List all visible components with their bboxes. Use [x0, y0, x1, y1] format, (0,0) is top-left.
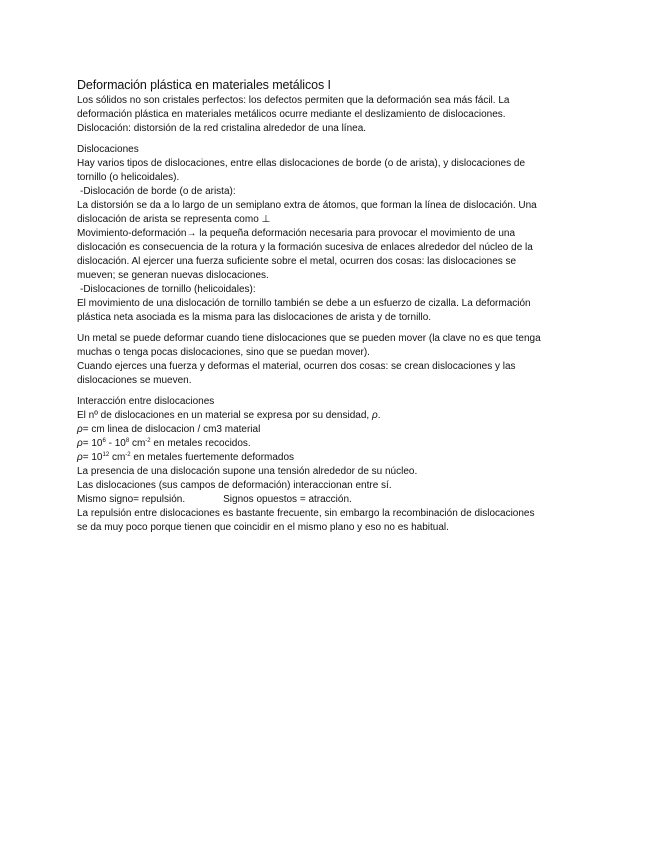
formula-part: = 10 [82, 438, 103, 449]
deformados-line [77, 451, 587, 465]
text-line: La presencia de una dislocación supone una tensión alrededor de su núcleo. [77, 466, 418, 477]
exponent: 6 [102, 438, 106, 444]
text-line: Hay varios tipos de dislocaciones, entre ellas dislocaciones de borde (o de arista), y dislocaciones de [77, 158, 526, 169]
text-line: Cuando ejerces una fuerza y deformas el material, ocurren dos cosas: se crean dislocaciones y las [77, 361, 516, 372]
rho-symbol: ρ [371, 410, 378, 421]
formula-part: cm [129, 438, 146, 449]
same-sign-text: Mismo signo= repulsión. [77, 494, 186, 505]
section-heading: Interacción entre dislocaciones [77, 396, 215, 407]
intro-paragraph [77, 94, 587, 136]
text-line: La repulsión entre dislocaciones es bastante frecuente, sin embargo la recombinación de dislocaciones [77, 508, 535, 519]
text-line: mueven; se generan nuevas dislocaciones. [77, 270, 269, 281]
text-line: Las dislocaciones (sus campos de deformación) interaccionan entre sí. [77, 480, 392, 491]
text-line: La distorsión se da a lo largo de un semiplano extra de átomos, que forman la línea de dislocación. Una [77, 200, 537, 211]
text-line: Un metal se puede deformar cuando tiene dislocaciones que se pueden mover (la clave no es que tenga [77, 333, 541, 344]
rho-symbol: ρ [77, 452, 83, 463]
section-heading: Dislocaciones [77, 144, 139, 155]
rho-symbol: ρ [77, 438, 83, 449]
subheading-tornillo: -Dislocaciones de tornillo (helicoidales): [80, 284, 256, 295]
document-title: Deformación plástica en materiales metálicos I [77, 78, 331, 92]
density-text: El nº de dislocaciones en un material se expresa por su densidad, [77, 410, 370, 421]
rho-definition: = cm linea de dislocacion / cm3 material [82, 424, 261, 435]
text-line: se da muy poco porque tienen que coincidir en el mismo plano y eso no es habitual. [77, 522, 449, 533]
density-line: El nº de dislocaciones en un material se expresa por su densidad, ρ. [77, 410, 381, 421]
text-line: dislocación es consecuencia de la rotura y la formación sucesiva de enlaces alrededor del núcleo de la [77, 242, 533, 253]
sign-line [77, 493, 587, 507]
dislocaciones-section [77, 143, 587, 325]
text-line: dislocación. Al ejercer una fuerza suficiente sobre el metal, ocurren dos cosas: las dislocaciones se [77, 256, 517, 267]
rho-definition-line [77, 423, 587, 437]
text-line: muchas o tenga pocas dislocaciones, sino que se puedan mover). [77, 347, 370, 358]
text-line: Movimiento-deformación→ la pequeña deformación necesaria para provocar el movimiento de una [77, 228, 516, 239]
formula-part: en metales fuertemente deformados [130, 452, 295, 463]
formula-part: cm [109, 452, 126, 463]
text-line: dislocación de arista se representa como ⊥ [77, 214, 271, 225]
formula-part: = 10 [82, 452, 103, 463]
text-line: dislocaciones se mueven. [77, 375, 192, 386]
subheading-borde: -Dislocación de borde (o de arista): [80, 186, 236, 197]
text-line: El movimiento de una dislocación de tornillo también se debe a un esfuerzo de cizalla. La deformación [77, 298, 531, 309]
recocidos-line [77, 437, 587, 451]
formula-part: - 10 [105, 438, 126, 449]
document-page [77, 77, 587, 535]
exponent: -2 [125, 452, 131, 458]
exponent: -2 [145, 438, 151, 444]
exponent: 8 [125, 438, 130, 444]
text-line: tornillo (o helicoidales). [77, 172, 180, 183]
interaccion-section [77, 395, 587, 535]
rho-symbol: ρ [77, 424, 83, 435]
exponent: 12 [102, 452, 110, 458]
text-line: deformación plástica en materiales metálicos ocurre mediante el deslizamiento de dislocaciones. [77, 109, 506, 120]
text-line: Dislocación: distorsión de la red cristalina alrededor de una línea. [77, 123, 367, 134]
text-line: Los sólidos no son cristales perfectos: los defectos permiten que la deformación sea más fácil. La [77, 95, 510, 106]
opposite-sign-text: Signos opuestos = atracción. [223, 494, 352, 505]
formula-part: en metales recocidos. [150, 438, 251, 449]
metal-paragraph [77, 332, 587, 388]
text-line: plástica neta asociada es la misma para las dislocaciones de arista y de tornillo. [77, 312, 432, 323]
